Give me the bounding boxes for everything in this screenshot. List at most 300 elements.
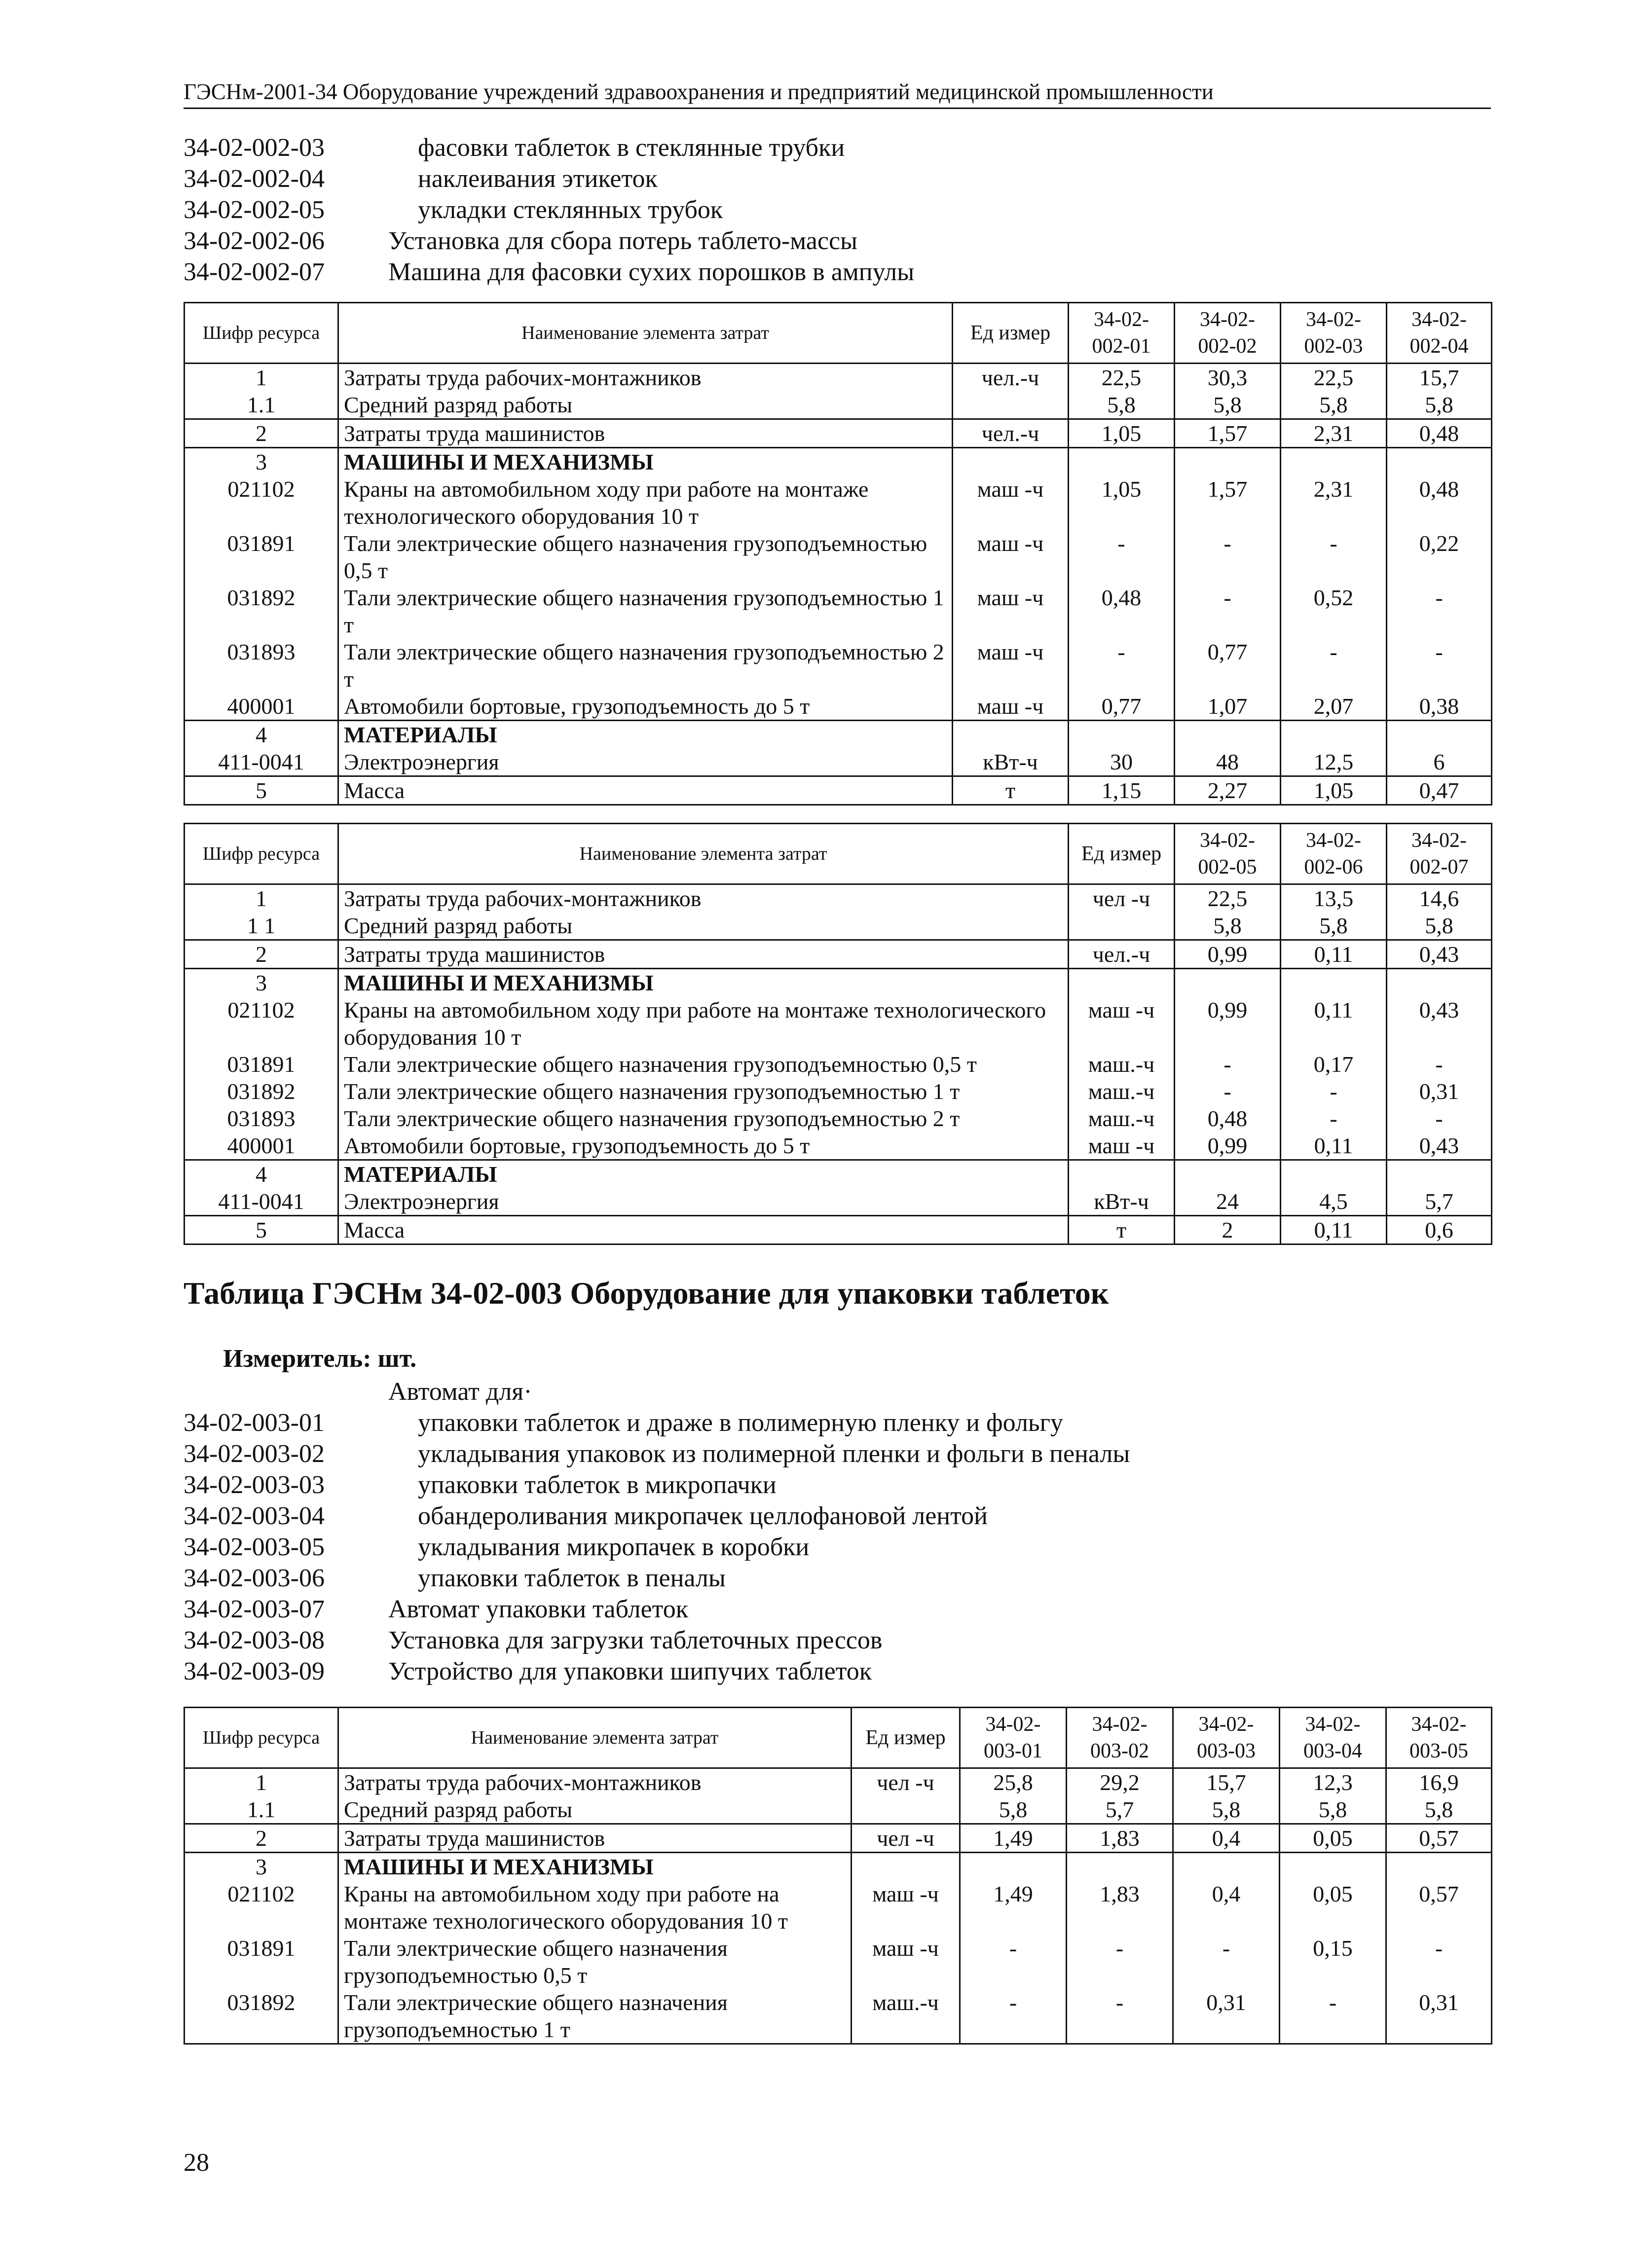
resource-code: 021102: [185, 476, 338, 530]
value-cell: 1,49: [960, 1880, 1067, 1935]
value-cell: 1,07: [1175, 693, 1281, 721]
value-cell: -: [1175, 1078, 1281, 1105]
table-row: [185, 391, 1492, 419]
resource-code: 5: [185, 1216, 338, 1244]
value-cell: 24: [1175, 1188, 1281, 1216]
table-row: [185, 419, 1492, 448]
cost-element-name: Затраты труда рабочих-монтажников: [338, 1768, 852, 1796]
resource-code: 031893: [185, 638, 338, 693]
header-code: Шифр ресурса: [185, 1708, 338, 1768]
item-description: Автомат упаковки таблеток: [388, 1595, 688, 1623]
value-cell: 0,48: [1069, 584, 1175, 638]
resource-code: 3: [185, 969, 338, 997]
resource-code: 5: [185, 776, 338, 805]
value-cell: 2: [1175, 1216, 1281, 1244]
unit: кВт-ч: [953, 748, 1069, 776]
list-item: [184, 1500, 1130, 1532]
cost-element-name: Тали электрические общего назначения грузоподъемностью 0,5 т: [338, 1935, 852, 1989]
item-code: 34-02-003-02: [184, 1440, 325, 1468]
unit: [1069, 912, 1175, 940]
value-cell: -: [1281, 1105, 1387, 1132]
value-cell: -: [1175, 1051, 1281, 1078]
value-cell: 0,43: [1387, 996, 1492, 1051]
item-description: наклеивания этикеток: [418, 165, 658, 193]
value-cell: 0,11: [1281, 1216, 1387, 1244]
header-column-code: 34-02- 003-02: [1067, 1708, 1173, 1768]
header-column-code: 34-02- 002-07: [1387, 824, 1492, 884]
unit: маш -ч: [1069, 996, 1175, 1051]
item-description: упаковки таблеток и драже в полимерную пленку и фольгу: [418, 1409, 1063, 1437]
value-cell: 5,8: [1281, 391, 1387, 419]
header-name: Наименование элемента затрат: [338, 1708, 852, 1768]
resource-code: 2: [185, 1824, 338, 1853]
value-cell: 0,99: [1175, 1132, 1281, 1160]
value-cell: 12,5: [1281, 748, 1387, 776]
value-cell: [1175, 969, 1281, 997]
cost-element-name: МАШИНЫ И МЕХАНИЗМЫ: [338, 969, 1069, 997]
value-cell: -: [960, 1935, 1067, 1989]
table-row: [185, 1935, 1492, 1989]
resource-code: 2: [185, 940, 338, 969]
value-cell: 0,11: [1281, 940, 1387, 969]
value-cell: [1281, 721, 1387, 749]
value-cell: 48: [1175, 748, 1281, 776]
unit: чел -ч: [852, 1824, 960, 1853]
resource-code: 031891: [185, 1051, 338, 1078]
value-cell: 0,48: [1175, 1105, 1281, 1132]
resource-code: 1.1: [185, 391, 338, 419]
value-cell: -: [1281, 530, 1387, 584]
value-cell: [1069, 721, 1175, 749]
header-unit: Ед измер: [852, 1708, 960, 1768]
value-cell: [1281, 1160, 1387, 1188]
value-cell: 0,48: [1387, 476, 1492, 530]
page-number: 28: [184, 2149, 209, 2177]
table-row: [185, 912, 1492, 940]
item-description: обандероливания микропачек целлофановой лентой: [418, 1502, 988, 1530]
value-cell: -: [1067, 1989, 1173, 2044]
list-item: [184, 132, 914, 163]
resource-code: 021102: [185, 1880, 338, 1935]
item-code: 34-02-002-04: [184, 165, 325, 193]
resource-code: 1 1: [185, 912, 338, 940]
table-row: [185, 1051, 1492, 1078]
table-row: [185, 1216, 1492, 1244]
resource-code: 411-0041: [185, 1188, 338, 1216]
cost-element-name: Средний разряд работы: [338, 912, 1069, 940]
intro-code-list: [184, 132, 914, 288]
cost-element-name: Тали электрические общего назначения грузоподъемностью 2 т: [338, 638, 953, 693]
value-cell: 0,22: [1387, 530, 1492, 584]
header-column-code: 34-02- 002-03: [1281, 303, 1387, 364]
value-cell: 0,15: [1280, 1935, 1386, 1989]
table-row: [185, 693, 1492, 721]
value-cell: 5,8: [1069, 391, 1175, 419]
value-cell: 0,31: [1173, 1989, 1280, 2044]
list-item: [184, 256, 914, 288]
value-cell: 0,11: [1281, 996, 1387, 1051]
unit: [852, 1853, 960, 1881]
value-cell: 5,8: [1280, 1796, 1386, 1824]
header-row: [185, 303, 1492, 364]
table-row: [185, 1132, 1492, 1160]
cost-element-name: Тали электрические общего назначения грузоподъемностью 0,5 т: [338, 1051, 1069, 1078]
item-code: 34-02-003-09: [184, 1657, 325, 1685]
item-description: фасовки таблеток в стеклянные трубки: [418, 134, 845, 162]
value-cell: 15,7: [1387, 364, 1492, 392]
header-column-code: 34-02- 002-05: [1175, 824, 1281, 884]
list-item: [184, 1438, 1130, 1469]
resource-code: 031893: [185, 1105, 338, 1132]
value-cell: 0,17: [1281, 1051, 1387, 1078]
table-row: [185, 776, 1492, 805]
header-unit: Ед измер: [953, 303, 1069, 364]
unit: чел.-ч: [1069, 940, 1175, 969]
list-item: [184, 1532, 1130, 1563]
unit: чел.-ч: [953, 419, 1069, 448]
measure-line: [223, 1344, 416, 1373]
value-cell: 30,3: [1175, 364, 1281, 392]
unit: маш.-ч: [852, 1989, 960, 2044]
resource-code: 1: [185, 1768, 338, 1796]
item-code: 34-02-003-05: [184, 1533, 325, 1561]
table-row: [185, 364, 1492, 392]
item-code: 34-02-002-06: [184, 227, 325, 255]
cost-element-name: Краны на автомобильном ходу при работе на монтаже технологического оборудования 10 т: [338, 996, 1069, 1051]
value-cell: -: [1387, 1051, 1492, 1078]
item-description: Установка для загрузки таблеточных прессов: [388, 1626, 883, 1654]
table-row: [185, 940, 1492, 969]
table-row: [185, 638, 1492, 693]
value-cell: -: [1175, 584, 1281, 638]
value-cell: -: [1386, 1935, 1492, 1989]
table-row: [185, 1989, 1492, 2044]
item-code: 34-02-003-07: [184, 1595, 325, 1623]
value-cell: 5,8: [1386, 1796, 1492, 1824]
value-cell: 0,05: [1280, 1880, 1386, 1935]
value-cell: [1281, 448, 1387, 476]
value-cell: 0,99: [1175, 996, 1281, 1051]
value-cell: -: [1069, 638, 1175, 693]
cost-element-name: Краны на автомобильном ходу при работе на монтаже технологического оборудования 10 т: [338, 1880, 852, 1935]
value-cell: 2,07: [1281, 693, 1387, 721]
value-cell: 29,2: [1067, 1768, 1173, 1796]
value-cell: 0,57: [1386, 1880, 1492, 1935]
header-column-code: 34-02- 003-05: [1386, 1708, 1492, 1768]
unit: [1069, 969, 1175, 997]
value-cell: 0,11: [1281, 1132, 1387, 1160]
cost-element-name: МАТЕРИАЛЫ: [338, 721, 953, 749]
value-cell: 25,8: [960, 1768, 1067, 1796]
resource-code: 3: [185, 1853, 338, 1881]
unit: маш -ч: [953, 693, 1069, 721]
value-cell: -: [1173, 1935, 1280, 1989]
cost-element-name: Затраты труда рабочих-монтажников: [338, 884, 1069, 913]
unit: [1069, 1160, 1175, 1188]
header-code: Шифр ресурса: [185, 824, 338, 884]
cost-element-name: Масса: [338, 1216, 1069, 1244]
unit: кВт-ч: [1069, 1188, 1175, 1216]
cost-element-name: Масса: [338, 776, 953, 805]
value-cell: 16,9: [1386, 1768, 1492, 1796]
item-description: укладывания микропачек в коробки: [418, 1533, 810, 1561]
unit: чел.-ч: [953, 364, 1069, 392]
header-column-code: 34-02- 002-04: [1387, 303, 1492, 364]
measure-value: шт.: [377, 1345, 417, 1373]
unit: [953, 448, 1069, 476]
value-cell: 0,6: [1387, 1216, 1492, 1244]
table-row: [185, 1880, 1492, 1935]
unit: маш -ч: [953, 584, 1069, 638]
value-cell: 5,7: [1067, 1796, 1173, 1824]
list-item: [184, 1469, 1130, 1500]
list-item: [184, 1594, 1130, 1625]
resource-code: 031891: [185, 530, 338, 584]
item-code: 34-02-002-05: [184, 196, 325, 224]
unit: [953, 721, 1069, 749]
value-cell: -: [1387, 638, 1492, 693]
table-row: [185, 1160, 1492, 1188]
cost-element-name: Тали электрические общего назначения грузоподъемностью 2 т: [338, 1105, 1069, 1132]
value-cell: -: [1387, 1105, 1492, 1132]
value-cell: 5,8: [1387, 912, 1492, 940]
value-cell: -: [1067, 1935, 1173, 1989]
value-cell: 5,7: [1387, 1188, 1492, 1216]
table-row: [185, 1078, 1492, 1105]
value-cell: 1,83: [1067, 1824, 1173, 1853]
value-cell: 1,05: [1069, 419, 1175, 448]
header-row: [185, 1708, 1492, 1768]
item-description: Установка для сбора потерь таблето-массы: [388, 227, 857, 255]
value-cell: [1281, 969, 1387, 997]
table-row: [185, 721, 1492, 749]
cost-element-name: Тали электрические общего назначения грузоподъемностью 1 т: [338, 1078, 1069, 1105]
value-cell: [1175, 721, 1281, 749]
resource-code: 400001: [185, 693, 338, 721]
resource-code: 031892: [185, 584, 338, 638]
value-cell: 5,8: [1175, 391, 1281, 419]
value-cell: -: [960, 1989, 1067, 2044]
item-code: 34-02-003-06: [184, 1564, 325, 1592]
list-item: [184, 1656, 1130, 1687]
cost-element-name: МАШИНЫ И МЕХАНИЗМЫ: [338, 1853, 852, 1881]
value-cell: -: [1387, 584, 1492, 638]
unit: [852, 1796, 960, 1824]
value-cell: [960, 1853, 1067, 1881]
resource-code: 021102: [185, 996, 338, 1051]
list-item: [184, 194, 914, 225]
value-cell: 0,77: [1175, 638, 1281, 693]
table-row: [185, 1105, 1492, 1132]
measure-label: Измеритель:: [223, 1345, 371, 1373]
header-column-code: 34-02- 002-06: [1281, 824, 1387, 884]
table-row: [185, 448, 1492, 476]
resource-code: 1: [185, 884, 338, 913]
value-cell: 0,31: [1387, 1078, 1492, 1105]
cost-element-name: Электроэнергия: [338, 1188, 1069, 1216]
resource-table-3: [184, 1707, 1492, 2045]
value-cell: 0,77: [1069, 693, 1175, 721]
value-cell: -: [1281, 638, 1387, 693]
table-row: [185, 748, 1492, 776]
value-cell: 2,31: [1281, 476, 1387, 530]
value-cell: -: [1280, 1989, 1386, 2044]
table-row: [185, 1796, 1492, 1824]
table-row: [185, 1768, 1492, 1796]
cost-element-name: МАШИНЫ И МЕХАНИЗМЫ: [338, 448, 953, 476]
resource-code: 1.1: [185, 1796, 338, 1824]
item-description: упаковки таблеток в микропачки: [418, 1471, 777, 1499]
resource-code: 411-0041: [185, 748, 338, 776]
item-code: 34-02-003-04: [184, 1502, 325, 1530]
value-cell: 13,5: [1281, 884, 1387, 913]
list2-heading-row: [184, 1376, 532, 1407]
value-cell: [1387, 1160, 1492, 1188]
value-cell: 22,5: [1069, 364, 1175, 392]
value-cell: 12,3: [1280, 1768, 1386, 1796]
header-column-code: 34-02- 003-03: [1173, 1708, 1280, 1768]
value-cell: 0,57: [1386, 1824, 1492, 1853]
cost-element-name: Краны на автомобильном ходу при работе на монтаже технологического оборудования 10 т: [338, 476, 953, 530]
table-row: [185, 1824, 1492, 1853]
value-cell: 0,43: [1387, 1132, 1492, 1160]
cost-element-name: Автомобили бортовые, грузоподъемность до 5 т: [338, 693, 953, 721]
value-cell: [1069, 448, 1175, 476]
value-cell: 1,49: [960, 1824, 1067, 1853]
value-cell: [1067, 1853, 1173, 1881]
resource-code: 4: [185, 721, 338, 749]
unit: маш.-ч: [1069, 1051, 1175, 1078]
value-cell: 1,57: [1175, 419, 1281, 448]
cost-element-name: Затраты труда машинистов: [338, 1824, 852, 1853]
value-cell: 22,5: [1175, 884, 1281, 913]
value-cell: 0,38: [1387, 693, 1492, 721]
list-item: [184, 163, 914, 194]
cost-element-name: Затраты труда машинистов: [338, 419, 953, 448]
value-cell: 2,31: [1281, 419, 1387, 448]
item-code: 34-02-003-01: [184, 1409, 325, 1437]
cost-element-name: Тали электрические общего назначения грузоподъемностью 1 т: [338, 1989, 852, 2044]
cost-element-name: Средний разряд работы: [338, 391, 953, 419]
value-cell: [1387, 721, 1492, 749]
table-row: [185, 584, 1492, 638]
value-cell: [1387, 969, 1492, 997]
value-cell: 6: [1387, 748, 1492, 776]
header-column-code: 34-02- 003-04: [1280, 1708, 1386, 1768]
value-cell: [1175, 448, 1281, 476]
value-cell: 30: [1069, 748, 1175, 776]
cost-element-name: Тали электрические общего назначения грузоподъемностью 0,5 т: [338, 530, 953, 584]
table-row: [185, 1853, 1492, 1881]
list-item: [184, 1407, 1130, 1438]
value-cell: -: [1175, 530, 1281, 584]
value-cell: 1,05: [1069, 476, 1175, 530]
unit: маш -ч: [953, 638, 1069, 693]
code-list-2: [184, 1407, 1130, 1687]
header-name: Наименование элемента затрат: [338, 824, 1069, 884]
unit: маш -ч: [852, 1935, 960, 1989]
value-cell: 5,8: [1175, 912, 1281, 940]
header-row: [185, 824, 1492, 884]
section-title: Таблица ГЭСНм 34-02-003 Оборудование для упаковки таблеток: [184, 1276, 1109, 1311]
unit: маш -ч: [1069, 1132, 1175, 1160]
list2-heading: Автомат для·: [388, 1378, 532, 1406]
value-cell: [1386, 1853, 1492, 1881]
unit: маш.-ч: [1069, 1105, 1175, 1132]
resource-code: 031892: [185, 1078, 338, 1105]
item-description: укладывания упаковок из полимерной пленки и фольги в пеналы: [418, 1440, 1130, 1468]
resource-code: 031891: [185, 1935, 338, 1989]
value-cell: 0,4: [1173, 1880, 1280, 1935]
unit: [953, 391, 1069, 419]
item-description: упаковки таблеток в пеналы: [418, 1564, 726, 1592]
resource-table-1: [184, 302, 1492, 805]
value-cell: 1,57: [1175, 476, 1281, 530]
value-cell: -: [1281, 1078, 1387, 1105]
value-cell: 0,47: [1387, 776, 1492, 805]
unit: чел -ч: [1069, 884, 1175, 913]
value-cell: -: [1069, 530, 1175, 584]
header-column-code: 34-02- 002-01: [1069, 303, 1175, 364]
resource-code: 2: [185, 419, 338, 448]
value-cell: [1280, 1853, 1386, 1881]
cost-element-name: Затраты труда машинистов: [338, 940, 1069, 969]
item-code: 34-02-003-03: [184, 1471, 325, 1499]
value-cell: 5,8: [1281, 912, 1387, 940]
table-row: [185, 476, 1492, 530]
value-cell: 1,05: [1281, 776, 1387, 805]
resource-code: 1: [185, 364, 338, 392]
value-cell: 1,15: [1069, 776, 1175, 805]
item-description: Устройство для упаковки шипучих таблеток: [388, 1657, 872, 1685]
unit: маш -ч: [953, 476, 1069, 530]
table-row: [185, 884, 1492, 913]
unit: маш.-ч: [1069, 1078, 1175, 1105]
unit: т: [953, 776, 1069, 805]
cost-element-name: МАТЕРИАЛЫ: [338, 1160, 1069, 1188]
resource-code: 3: [185, 448, 338, 476]
item-description: укладки стеклянных трубок: [418, 196, 723, 224]
item-code: 34-02-002-07: [184, 258, 325, 286]
value-cell: 5,8: [960, 1796, 1067, 1824]
value-cell: 0,99: [1175, 940, 1281, 969]
header-column-code: 34-02- 003-01: [960, 1708, 1067, 1768]
value-cell: 0,31: [1386, 1989, 1492, 2044]
table-row: [185, 996, 1492, 1051]
value-cell: 4,5: [1281, 1188, 1387, 1216]
header-code: Шифр ресурса: [185, 303, 338, 364]
value-cell: 5,8: [1173, 1796, 1280, 1824]
resource-code: 031892: [185, 1989, 338, 2044]
cost-element-name: Автомобили бортовые, грузоподъемность до 5 т: [338, 1132, 1069, 1160]
running-header: ГЭСНм-2001-34 Оборудование учреждений здравоохранения и предприятий медицинской промышленности: [184, 79, 1491, 109]
value-cell: 2,27: [1175, 776, 1281, 805]
item-code: 34-02-002-03: [184, 134, 325, 162]
header-unit: Ед измер: [1069, 824, 1175, 884]
cost-element-name: Тали электрические общего назначения грузоподъемностью 1 т: [338, 584, 953, 638]
cost-element-name: Средний разряд работы: [338, 1796, 852, 1824]
item-code: 34-02-003-08: [184, 1626, 325, 1654]
header-name: Наименование элемента затрат: [338, 303, 953, 364]
value-cell: [1175, 1160, 1281, 1188]
table-row: [185, 530, 1492, 584]
value-cell: 22,5: [1281, 364, 1387, 392]
resource-code: 4: [185, 1160, 338, 1188]
value-cell: [1173, 1853, 1280, 1881]
value-cell: 0,43: [1387, 940, 1492, 969]
value-cell: 0,48: [1387, 419, 1492, 448]
item-description: Машина для фасовки сухих порошков в ампулы: [388, 258, 915, 286]
